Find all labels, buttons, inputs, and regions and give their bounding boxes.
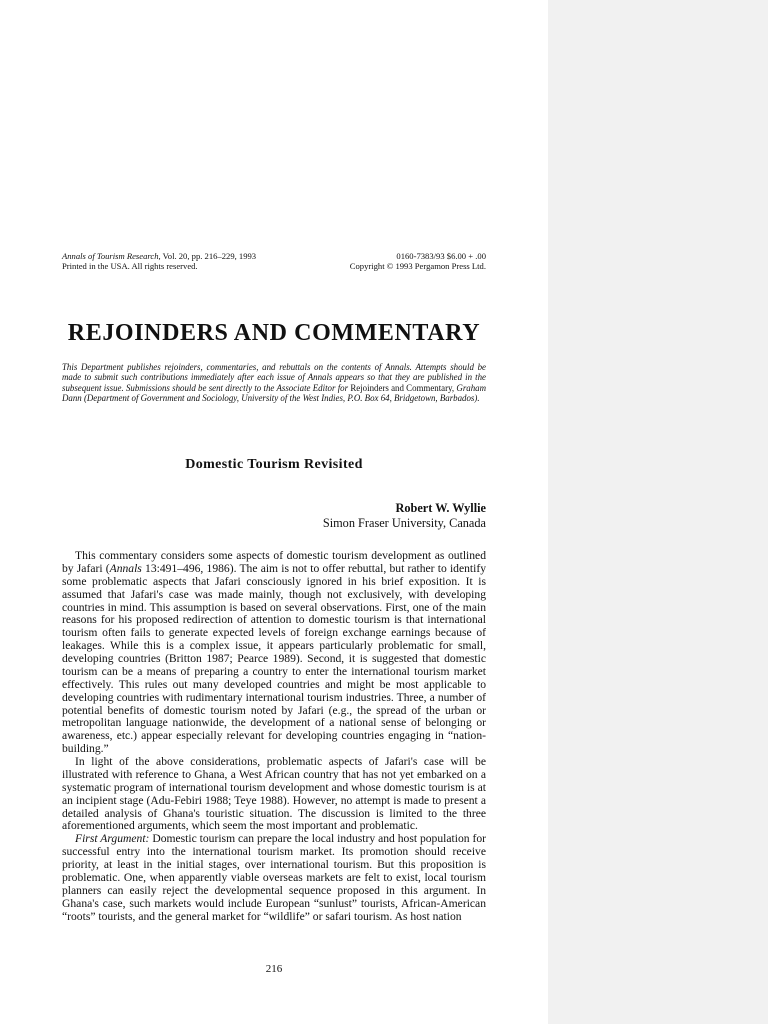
body-paragraph bbox=[62, 833, 486, 923]
department-note-part-3: Graham Dann (Department of Government and Sociology, University of the West Indies, P.O. Box 64, Bridgetown, Barbados). bbox=[62, 382, 487, 404]
paragraph-text: 13:491–496, 1986). The aim is not to offer rebuttal, but rather to identify some problematic aspects that Jafari consciously ignored in his brief exposition. It is assumed that Jafari's case was made mainly, though not exclusively, with developing countries in mind. This assumption is based on several observations. First, one of the main reasons for his proposed redirection of attention to domestic tourism is that international tourism often fails to generate expected levels of foreign exchange earnings because of leakages. While this is a complex issue, it appears particularly problematic for small, developing countries (Britton 1987; Pearce 1989). Second, it is suggested that domestic tourism can be a means of preparing a country to enter the international tourism market effectively. This rules out many developed countries and might be most applicable to developing countries with rudimentary international tourism industries. Three, a number of potential benefits of domestic tourism noted by Jafari (e.g., the spread of the urban or metropolitan language nationwide, the development of a national sense of belonging or awareness, etc.) appear especially relevant for developing countries engaging in “nation-building.” bbox=[62, 561, 487, 756]
author-affiliation: Simon Fraser University, Canada bbox=[322, 516, 486, 530]
article-body bbox=[62, 550, 486, 923]
department-note-part-1: This Department publishes rejoinders, commentaries, and rebuttals on the contents of Annals. Attempts should be made to submit such contributions immediately after each issue of Annals appears so that they are published in the subsequent issue. Submissions should be sent directly to the Associate Editor for bbox=[62, 362, 486, 393]
journal-citation bbox=[62, 251, 256, 261]
department-title: REJOINDERS AND COMMENTARY bbox=[67, 320, 481, 346]
department-note-part-2: Rejoinders and Commentary, bbox=[350, 382, 457, 393]
body-paragraph: In light of the above considerations, problematic aspects of Jafari's case will be illustrated with reference to Ghana, a West African country that has not yet embarked on a systematic program of international tourism development and whose domestic tourism is at an incipient stage (Adu-Febiri 1988; Teye 1988). However, no attempt is made to present a detailed analysis of Ghana's touristic situation. The discussion is limited to the three aforementioned arguments, which seem the most important and problematic. bbox=[62, 755, 486, 833]
citation-block bbox=[62, 251, 256, 271]
copyright-notice: Copyright © 1993 Pergamon Press Ltd. bbox=[349, 261, 486, 271]
issn-block bbox=[350, 251, 486, 271]
page-number: 216 bbox=[265, 963, 283, 975]
journal-reference: Annals bbox=[109, 561, 142, 575]
department-note bbox=[62, 362, 486, 404]
volume-pages: , Vol. 20, pp. 216–229, 1993 bbox=[158, 251, 257, 261]
author-name: Robert W. Wyllie bbox=[395, 501, 486, 515]
paragraph-text: Domestic tourism can prepare the local industry and host population for successful entry into the international tourism market. Its promotion should receive priority, at least in the initial stages, over international tourism. But this proposition is problematic. One, when apparently viable overseas markets are felt to exist, local tourism planners can easily reject the developmental sequence proposed in this argument. In Ghana's case, such markets would include European “sunlust” tourists, African-American “roots” tourists, and the general market for “wildlife” or safari tourism. As host nation bbox=[62, 832, 486, 923]
body-paragraph bbox=[62, 550, 486, 756]
journal-name: Annals of Tourism Research bbox=[62, 251, 159, 261]
issn-price: 0160-7383/93 $6.00 + .00 bbox=[396, 251, 486, 261]
argument-label: First Argument: bbox=[75, 832, 150, 846]
printed-notice: Printed in the USA. All rights reserved. bbox=[62, 261, 198, 271]
article-title: Domestic Tourism Revisited bbox=[185, 457, 363, 472]
paragraph-text: This commentary considers some aspects of domestic tourism development as outlined by Jafari ( bbox=[62, 549, 486, 575]
